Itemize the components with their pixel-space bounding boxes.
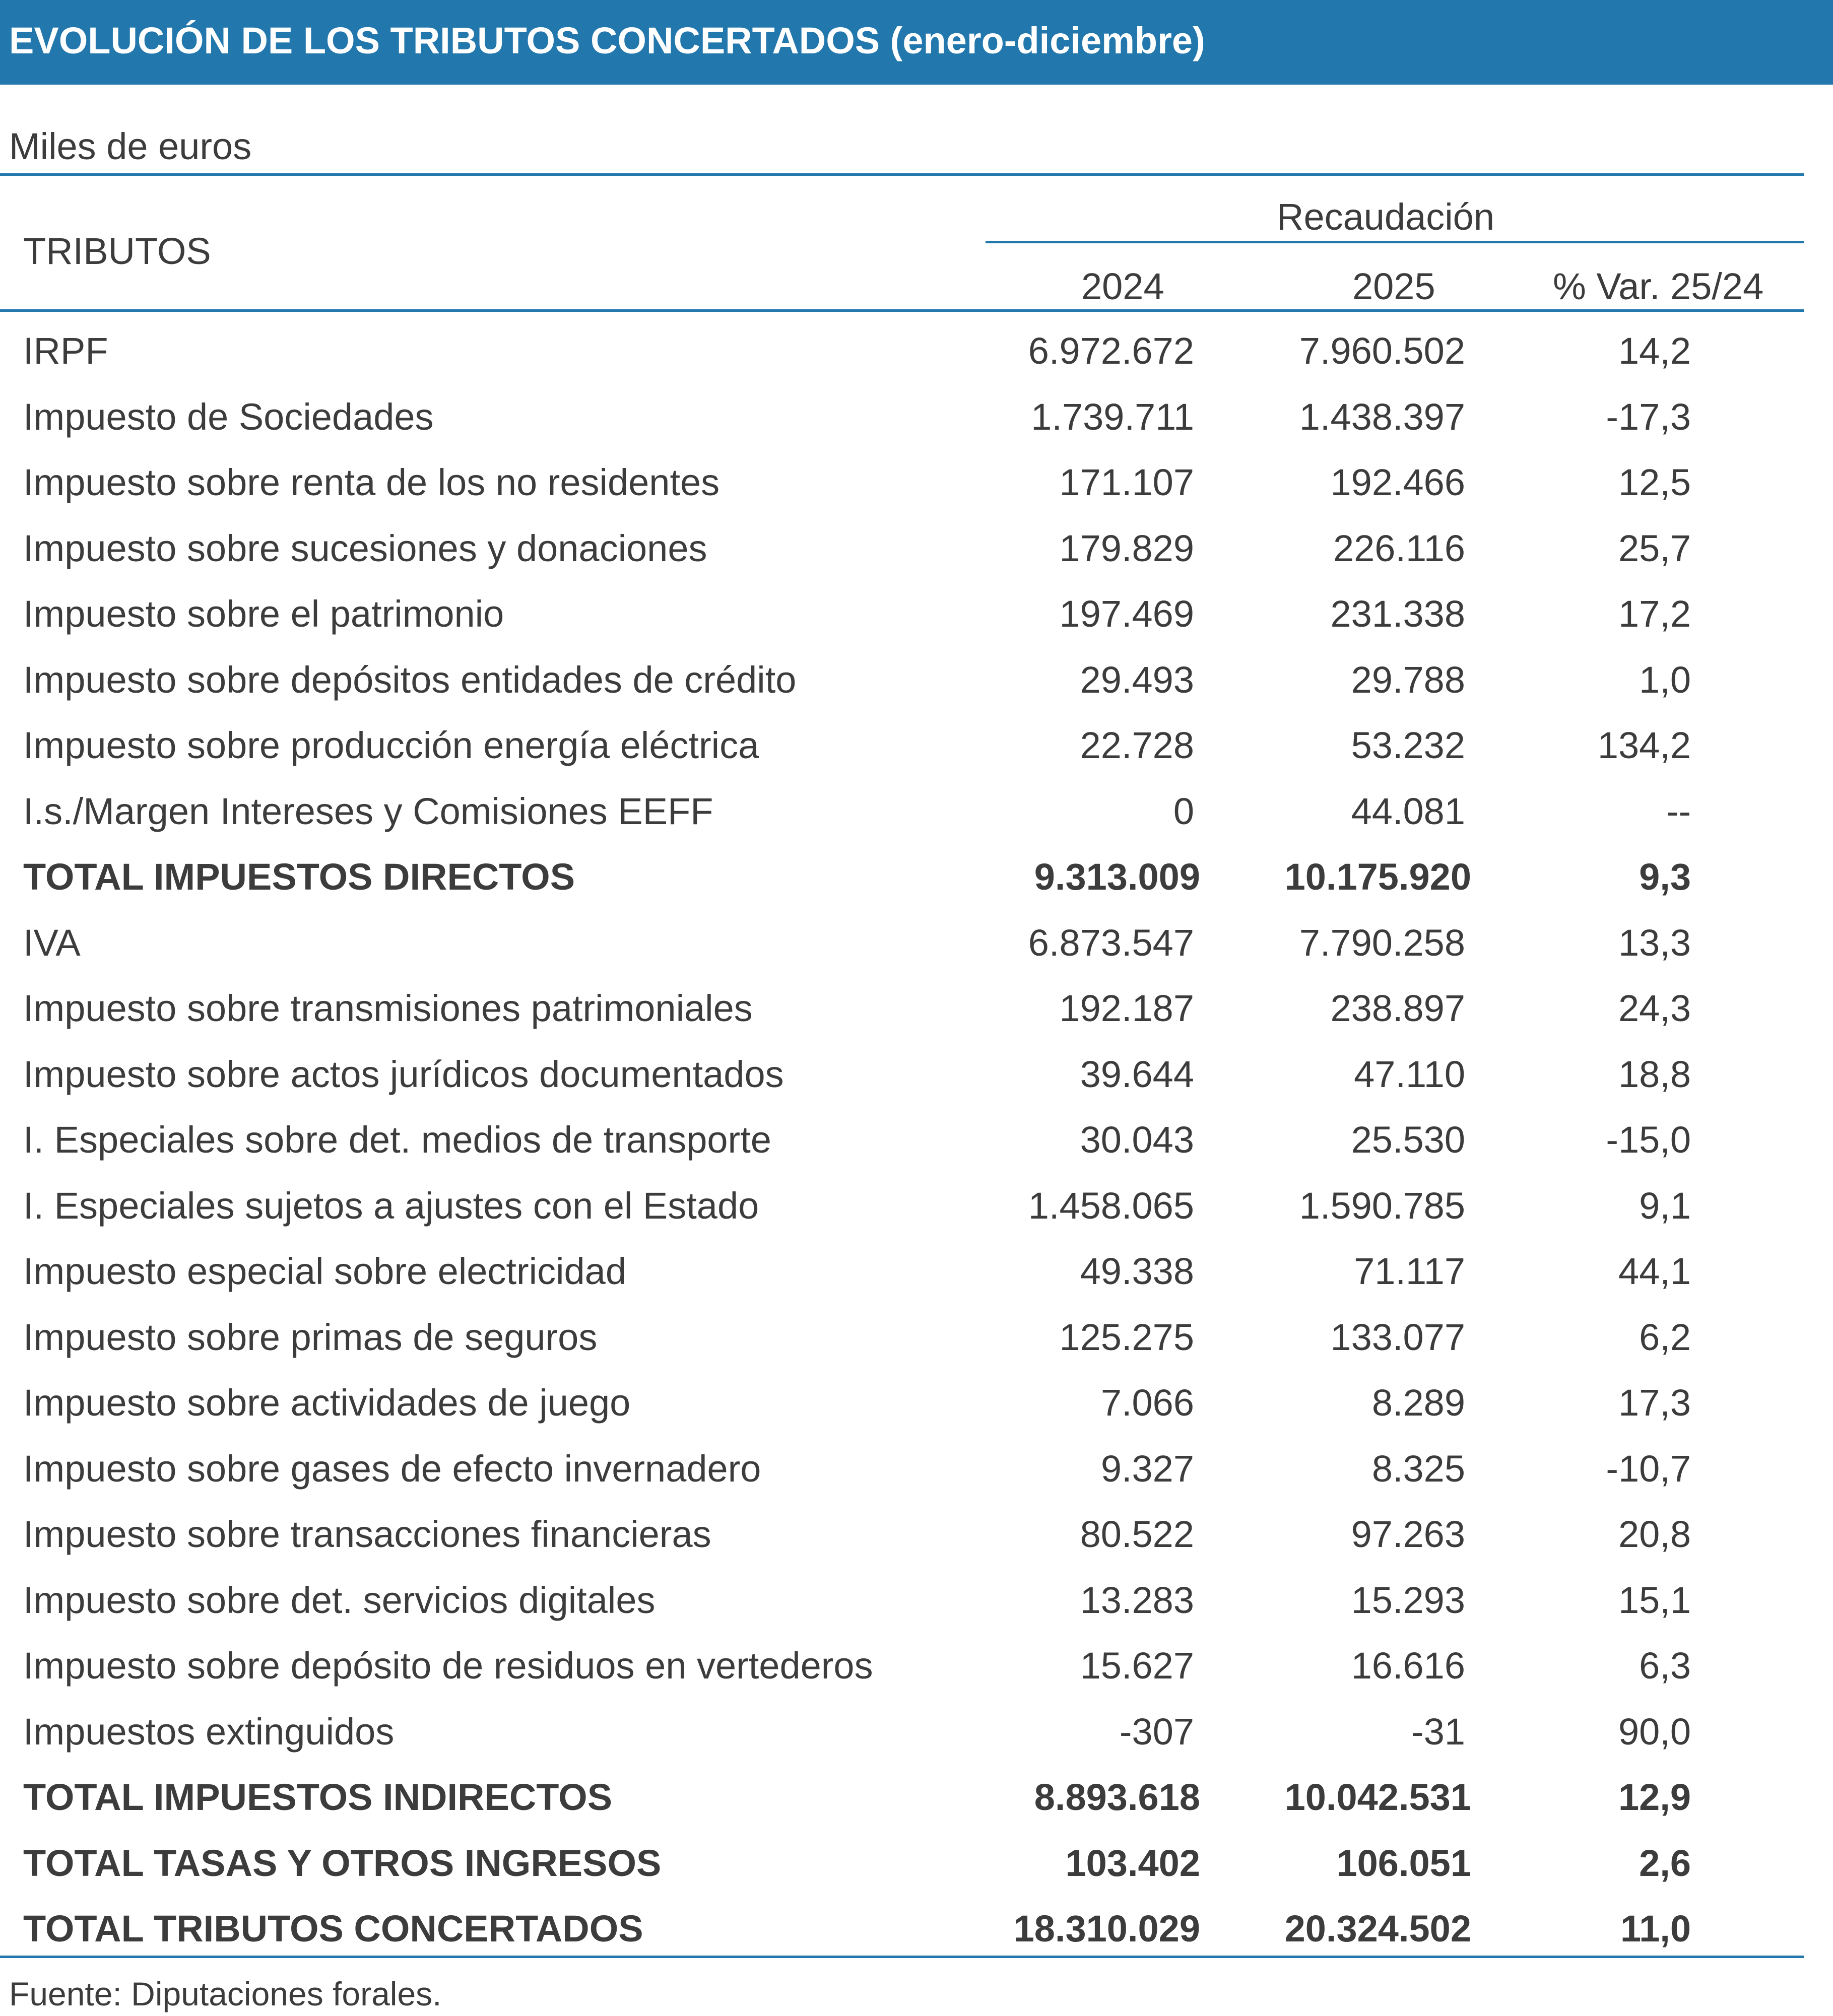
table-row xyxy=(0,1175,1833,1241)
table-body xyxy=(0,320,1833,1964)
table-row xyxy=(0,912,1833,978)
value-2025-cell: 47.110 xyxy=(1354,1053,1465,1095)
value-2024-cell: 15.627 xyxy=(1080,1645,1194,1687)
variation-cell: 2,6 xyxy=(1639,1842,1691,1884)
variation-cell: 1,0 xyxy=(1639,658,1691,701)
value-2025-cell: 53.232 xyxy=(1351,724,1465,766)
value-2024-cell: 9.313.009 xyxy=(1034,856,1200,898)
variation-cell: 20,8 xyxy=(1618,1513,1691,1555)
value-2025-cell: 97.263 xyxy=(1351,1513,1465,1555)
variation-cell: 6,2 xyxy=(1639,1316,1691,1358)
recaudacion-rule xyxy=(986,241,1804,243)
tax-name-cell: Impuestos extinguidos xyxy=(23,1710,395,1753)
table-row xyxy=(0,320,1833,386)
value-2024-cell: 6.873.547 xyxy=(1028,921,1194,964)
tax-name-cell: Impuesto sobre transmisiones patrimoniales xyxy=(23,987,753,1029)
variation-cell: -15,0 xyxy=(1606,1119,1691,1161)
table-row xyxy=(0,715,1833,781)
value-2025-cell: 16.616 xyxy=(1351,1645,1465,1687)
table-row xyxy=(0,1504,1833,1570)
value-2025-cell: 10.042.531 xyxy=(1284,1776,1471,1818)
value-2025-cell: 20.324.502 xyxy=(1284,1908,1471,1950)
header-2024: 2024 xyxy=(1081,265,1164,307)
table-row xyxy=(0,386,1833,452)
value-2024-cell: 22.728 xyxy=(1080,724,1194,766)
variation-cell: 9,3 xyxy=(1639,856,1691,898)
value-2025-cell: 8.289 xyxy=(1371,1382,1465,1424)
value-2025-cell: 192.466 xyxy=(1330,461,1465,503)
variation-cell: 12,5 xyxy=(1618,461,1691,503)
value-2024-cell: 18.310.029 xyxy=(1013,1908,1200,1950)
tax-name-cell: IRPF xyxy=(23,330,108,372)
variation-cell: -- xyxy=(1666,790,1691,832)
variation-cell: -17,3 xyxy=(1606,395,1691,438)
value-2024-cell: 1.739.711 xyxy=(1031,395,1194,438)
header-var: % Var. 25/24 xyxy=(1553,265,1764,307)
value-2025-cell: 10.175.920 xyxy=(1284,856,1471,898)
header-2025: 2025 xyxy=(1352,265,1435,307)
table-row xyxy=(0,452,1833,518)
variation-cell: 6,3 xyxy=(1639,1645,1691,1687)
value-2024-cell: 1.458.065 xyxy=(1028,1184,1194,1227)
variation-cell: -10,7 xyxy=(1606,1447,1691,1490)
tax-name-cell: IVA xyxy=(23,921,81,964)
tax-name-cell: Impuesto sobre transacciones financieras xyxy=(23,1513,711,1555)
total-row xyxy=(0,846,1833,912)
value-2024-cell: 6.972.672 xyxy=(1028,330,1194,372)
value-2025-cell: 1.590.785 xyxy=(1299,1184,1465,1227)
total-row xyxy=(0,1767,1833,1833)
table-row xyxy=(0,1307,1833,1373)
header-recaudacion: Recaudación xyxy=(1277,196,1494,238)
table-row xyxy=(0,1635,1833,1701)
table-row xyxy=(0,978,1833,1044)
value-2025-cell: 15.293 xyxy=(1351,1579,1465,1621)
tax-name-cell: Impuesto especial sobre electricidad xyxy=(23,1250,626,1292)
table-row xyxy=(0,1241,1833,1307)
value-2025-cell: 238.897 xyxy=(1330,987,1465,1029)
table-row xyxy=(0,781,1833,847)
value-2025-cell: 106.051 xyxy=(1336,1842,1471,1884)
variation-cell: 44,1 xyxy=(1618,1250,1691,1292)
header-rule xyxy=(0,309,1804,312)
value-2024-cell: 7.066 xyxy=(1100,1382,1194,1424)
value-2024-cell: 103.402 xyxy=(1065,1842,1200,1884)
top-rule xyxy=(0,173,1804,176)
value-2025-cell: 29.788 xyxy=(1351,658,1465,701)
value-2025-cell: 231.338 xyxy=(1330,593,1465,635)
variation-cell: 25,7 xyxy=(1618,527,1691,569)
value-2025-cell: -31 xyxy=(1411,1710,1465,1753)
total-row xyxy=(0,1833,1833,1899)
tax-name-cell: Impuesto sobre sucesiones y donaciones xyxy=(23,527,707,569)
variation-cell: 15,1 xyxy=(1618,1579,1691,1621)
tax-name-cell: Impuesto sobre renta de los no residentes xyxy=(23,461,720,503)
units-label: Miles de euros xyxy=(9,125,252,167)
value-2024-cell: 171.107 xyxy=(1059,461,1194,503)
value-2025-cell: 226.116 xyxy=(1333,527,1465,569)
value-2025-cell: 1.438.397 xyxy=(1299,395,1465,438)
value-2024-cell: 13.283 xyxy=(1080,1579,1194,1621)
total-row xyxy=(0,1898,1833,1964)
tax-name-cell: Impuesto sobre det. servicios digitales xyxy=(23,1579,656,1621)
variation-cell: 18,8 xyxy=(1618,1053,1691,1095)
value-2024-cell: 0 xyxy=(1173,790,1194,832)
tax-name-cell: TOTAL TASAS Y OTROS INGRESOS xyxy=(23,1842,662,1884)
table-row xyxy=(0,1701,1833,1767)
table-row xyxy=(0,1372,1833,1438)
value-2024-cell: 197.469 xyxy=(1059,593,1194,635)
variation-cell: 90,0 xyxy=(1618,1710,1691,1753)
table-row xyxy=(0,1044,1833,1110)
table-row xyxy=(0,518,1833,584)
value-2024-cell: 39.644 xyxy=(1080,1053,1194,1095)
tax-name-cell: TOTAL IMPUESTOS DIRECTOS xyxy=(23,856,575,898)
value-2024-cell: 80.522 xyxy=(1080,1513,1194,1555)
value-2025-cell: 44.081 xyxy=(1351,790,1465,832)
tax-name-cell: I. Especiales sujetos a ajustes con el Estado xyxy=(23,1184,759,1227)
value-2024-cell: -307 xyxy=(1119,1710,1194,1753)
table-row xyxy=(0,583,1833,649)
tax-name-cell: Impuesto sobre depósito de residuos en vertederos xyxy=(23,1645,873,1687)
tax-name-cell: I. Especiales sobre det. medios de transporte xyxy=(23,1119,771,1161)
tax-name-cell: Impuesto sobre el patrimonio xyxy=(23,593,504,635)
table-title: EVOLUCIÓN DE LOS TRIBUTOS CONCERTADOS (enero-diciembre) xyxy=(9,20,1205,61)
value-2025-cell: 7.790.258 xyxy=(1299,921,1465,964)
header-tributos: TRIBUTOS xyxy=(23,230,211,272)
variation-cell: 13,3 xyxy=(1618,921,1691,964)
variation-cell: 11,0 xyxy=(1620,1908,1691,1950)
value-2024-cell: 125.275 xyxy=(1059,1316,1194,1358)
value-2024-cell: 8.893.618 xyxy=(1034,1776,1200,1818)
table-row xyxy=(0,1438,1833,1504)
tax-name-cell: Impuesto sobre actos jurídicos documentados xyxy=(23,1053,784,1095)
value-2024-cell: 192.187 xyxy=(1059,987,1194,1029)
table-row xyxy=(0,1570,1833,1636)
value-2024-cell: 179.829 xyxy=(1059,527,1194,569)
tax-name-cell: Impuesto sobre primas de seguros xyxy=(23,1316,598,1358)
source-note: Fuente: Diputaciones forales. xyxy=(9,1975,442,2012)
value-2024-cell: 9.327 xyxy=(1100,1447,1194,1490)
tax-name-cell: Impuesto sobre producción energía eléctrica xyxy=(23,724,759,766)
value-2024-cell: 49.338 xyxy=(1080,1250,1194,1292)
tax-name-cell: Impuesto sobre depósitos entidades de crédito xyxy=(23,658,797,701)
tax-name-cell: Impuesto de Sociedades xyxy=(23,395,434,438)
variation-cell: 9,1 xyxy=(1639,1184,1691,1227)
variation-cell: 12,9 xyxy=(1618,1776,1691,1818)
tax-name-cell: Impuesto sobre gases de efecto invernadero xyxy=(23,1447,761,1490)
value-2025-cell: 8.325 xyxy=(1371,1447,1465,1490)
value-2025-cell: 133.077 xyxy=(1330,1316,1465,1358)
tax-name-cell: Impuesto sobre actividades de juego xyxy=(23,1382,631,1424)
value-2024-cell: 30.043 xyxy=(1080,1119,1194,1161)
variation-cell: 17,2 xyxy=(1618,593,1691,635)
variation-cell: 17,3 xyxy=(1618,1382,1691,1424)
bottom-rule xyxy=(0,1956,1804,1958)
table-row xyxy=(0,1109,1833,1175)
tax-name-cell: I.s./Margen Intereses y Comisiones EEFF xyxy=(23,790,713,832)
value-2025-cell: 25.530 xyxy=(1351,1119,1465,1161)
value-2025-cell: 71.117 xyxy=(1354,1250,1465,1292)
title-bar xyxy=(0,0,1833,85)
value-2024-cell: 29.493 xyxy=(1080,658,1194,701)
table-row xyxy=(0,649,1833,715)
tax-name-cell: TOTAL IMPUESTOS INDIRECTOS xyxy=(23,1776,613,1818)
value-2025-cell: 7.960.502 xyxy=(1299,330,1465,372)
tax-name-cell: TOTAL TRIBUTOS CONCERTADOS xyxy=(23,1908,643,1950)
variation-cell: 14,2 xyxy=(1618,330,1691,372)
variation-cell: 134,2 xyxy=(1597,724,1691,766)
variation-cell: 24,3 xyxy=(1618,987,1691,1029)
